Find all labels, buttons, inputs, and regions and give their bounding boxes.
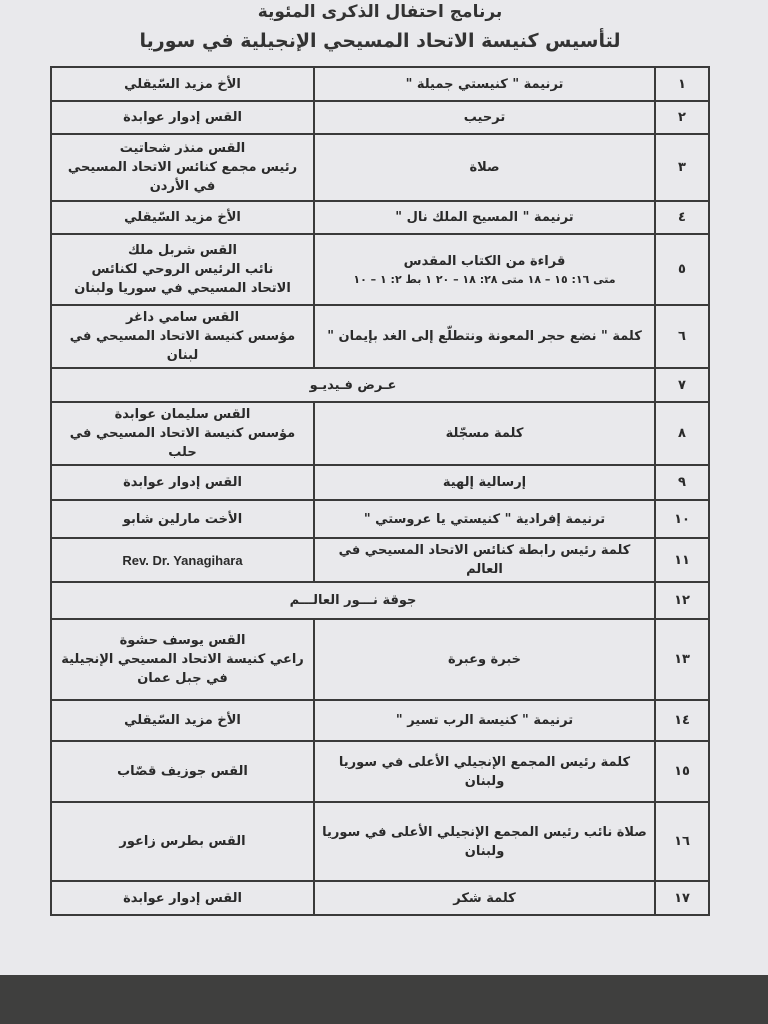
program-item-title: خبرة وعبرة [448,652,521,667]
program-row [51,582,709,619]
presenter-name: القس إدوار عوابدة [123,110,242,125]
background-surface [0,975,768,1024]
row-number: ٦ [655,305,709,368]
program-item-title: كلمة " نضع حجر المعونة ونتطلّع إلى الغد بإيمان " [327,329,642,344]
program-item-title: صلاة نائب رئيس المجمع الإنجيلي الأعلى في سوريا ولبنان [322,824,647,859]
presenter-name: الأخ مزيد السّيقلي [124,76,241,92]
row-number: ١٢ [655,582,709,619]
program-item [314,700,655,741]
program-row [51,741,709,802]
program-row [51,465,709,500]
program-item-title: ترنيمة " المسيح الملك نال " [395,210,574,225]
program-row [51,538,709,582]
program-row [51,67,709,101]
presenter-cell [51,305,314,368]
presenter-name: Rev. Dr. Yanagihara [122,552,243,568]
presenter-role: مؤسس كنيسة الاتحاد المسيحي في لبنان [69,329,296,363]
program-segment: جوقة نـــور العالـــم [51,582,655,619]
row-number: ١٤ [655,700,709,741]
program-table [50,66,710,916]
program-item [314,67,655,101]
presenter-role: الاتحاد المسيحي في سوريا ولبنان [74,281,291,296]
presenter-name: القس إدوار عوابدة [123,890,242,906]
program-item-title: صلاة [469,160,500,175]
presenter-cell [51,101,314,134]
program-item-title: كلمة شكر [453,890,516,906]
program-item-title: ترحيب [463,110,506,125]
program-item-title: كلمة رئيس رابطة كنائس الاتحاد المسيحي في العالم [338,543,631,577]
presenter-cell [51,67,314,101]
presenter-cell [51,700,314,741]
presenter-role: في جبل عمان [137,671,228,686]
program-row [51,134,709,201]
row-number: ١٥ [655,741,709,802]
presenter-name: القس سليمان عوابدة [114,407,251,422]
program-title: برنامج احتفال الذكرى المئوية [257,2,503,22]
presenter-cell [51,234,314,305]
row-number: ١٧ [655,881,709,915]
program-row [51,881,709,915]
program-row [51,101,709,134]
presenter-name: الأخت مارلين شابو [122,511,243,527]
row-number: ١٠ [655,500,709,538]
program-row [51,802,709,881]
presenter-cell [51,465,314,500]
presenter-name: الأخ مزيد السّيقلي [124,713,241,728]
row-number: ١١ [655,538,709,582]
program-item [314,802,655,881]
row-number: ٧ [655,368,709,402]
presenter-name: القس إدوار عوابدة [123,475,242,490]
row-number: ٢ [655,101,709,134]
presenter-name: القس شربل ملك [128,243,237,258]
program-row [51,368,709,402]
program-segment: عـرض فـيديـو [51,368,655,402]
row-number: ٣ [655,134,709,201]
program-item-title: كلمة رئيس المجمع الإنجيلي الأعلى في سوريا ولبنان [338,754,631,789]
row-number: ١ [655,67,709,101]
program-item-title: ترنيمة إفرادية " كنيستي يا عروستي " [363,511,606,527]
program-row [51,402,709,465]
program-item-title: ترنيمة " كنيستي جميلة " [405,76,564,92]
program-row [51,305,709,368]
row-number: ٥ [655,234,709,305]
presenter-cell [51,402,314,465]
presenter-cell [51,619,314,700]
program-row [51,700,709,741]
program-item [314,101,655,134]
presenter-cell [51,134,314,201]
presenter-cell [51,881,314,915]
program-subtitle: لتأسيس كنيسة الاتحاد المسيحي الإنجيلية في سوريا [139,30,621,52]
program-row [51,234,709,305]
row-number: ٩ [655,465,709,500]
presenter-cell [51,538,314,582]
presenter-role: راعي كنيسة الاتحاد المسيحي الإنجيلية [61,652,304,667]
presenter-role: نائب الرئيس الروحي لكنائس [91,262,274,277]
row-number: ١٦ [655,802,709,881]
program-item [314,402,655,465]
program-item-title: كلمة مسجّلة [445,426,524,441]
presenter-name: الأخ مزيد السّيقلي [124,210,241,225]
row-number: ١٣ [655,619,709,700]
program-item-title: ترنيمة " كنيسة الرب تسير " [395,713,574,728]
program-item-title: قراءة من الكتاب المقدس [403,253,566,269]
program-row [51,619,709,700]
presenter-cell [51,802,314,881]
presenter-cell [51,201,314,234]
program-row [51,201,709,234]
program-item [314,134,655,201]
program-item [314,741,655,802]
row-number: ٤ [655,201,709,234]
row-number: ٨ [655,402,709,465]
program-item [314,234,655,305]
presenter-name: القس جوزيف قصّاب [117,764,248,779]
program-item-title: إرسالية إلهية [442,475,527,490]
program-item [314,201,655,234]
presenter-name: القس منذر شحاتيت [119,141,246,156]
program-item [314,538,655,582]
program-item [314,305,655,368]
program-row [51,500,709,538]
presenter-name: القس يوسف حشوة [119,633,246,648]
presenter-role: مؤسس كنيسة الاتحاد المسيحي في حلب [69,426,296,460]
presenter-cell [51,500,314,538]
presenter-cell [51,741,314,802]
scripture-references: متى ١٦: ١٥ – ١٨ متى ٢٨: ١٨ – ٢٠ ١ بط ٢: ١ – ١٠ [353,272,616,286]
presenter-name: القس سامي داغر [125,310,240,325]
program-item [314,619,655,700]
program-item [314,881,655,915]
presenter-name: القس بطرس زاعور [119,834,246,849]
program-item [314,465,655,500]
presenter-role: في الأردن [149,179,216,194]
presenter-role: رئيس مجمع كنائس الاتحاد المسيحي [67,160,298,175]
program-item [314,500,655,538]
